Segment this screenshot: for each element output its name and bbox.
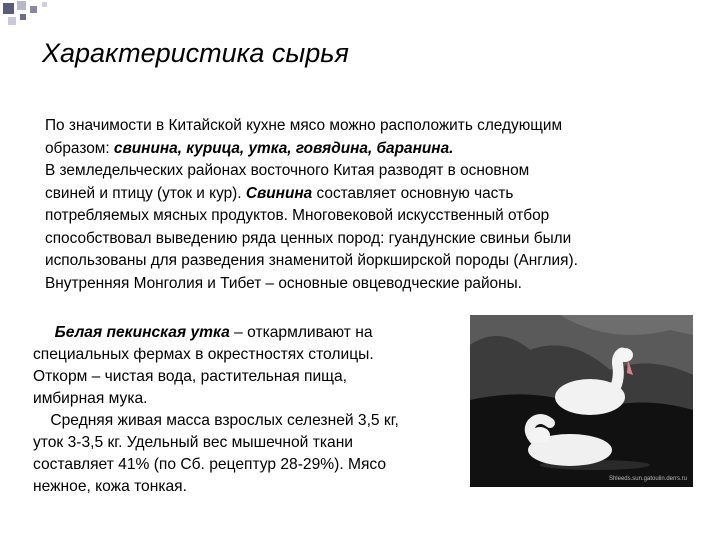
text-span: составляет основную часть <box>312 184 514 202</box>
duck-paragraph <box>33 322 473 498</box>
intro-paragraph <box>45 115 685 295</box>
text-line: специальных фермах в окрестностях столицы. <box>33 346 374 363</box>
text-line: По значимости в Китайской кухне мясо можно расположить следующим <box>45 117 563 134</box>
text-line: потребляемых мясных продуктов. Многовековой искусственный отбор <box>45 207 550 224</box>
text-line: В земледельческих районах восточного Китая разводят в основном <box>45 162 530 179</box>
text-line <box>33 322 473 344</box>
text-span: – откармливают на <box>229 324 373 341</box>
text-line: Внутренняя Монголия и Тибет – основные овцеводческие районы. <box>45 274 522 292</box>
text-line: нежное, кожа тонкая. <box>33 478 187 495</box>
slide-title: Характеристика сырья <box>42 38 349 68</box>
text-line <box>45 138 685 161</box>
text-line: Откорм – чистая вода, растительная пища, <box>33 368 347 385</box>
duck-photo <box>470 315 693 487</box>
duck-name: Белая пекинская утка <box>54 324 230 341</box>
text-line <box>45 183 685 206</box>
text-line: уток 3-3,5 кг. Удельный вес мышечной ткани <box>33 434 354 451</box>
decorative-squares <box>0 0 60 40</box>
text-span: свиней и птицу (уток и кур). <box>45 184 246 202</box>
text-span: образом: <box>45 139 114 157</box>
text-line: составляет 41% (по Сб. рецептур 28-29%). Мясо <box>33 456 387 473</box>
text-line: имбирная мука. <box>33 390 148 407</box>
meat-ranking: свинина, курица, утка, говядина, баранина. <box>113 139 454 157</box>
text-line: Средняя живая масса взрослых селезней 3,5 кг, <box>33 412 399 429</box>
pork-emphasis: Свинина <box>245 184 313 202</box>
text-line: способствовал выведению ряда ценных пород: гуандунские свиньи были <box>45 229 572 247</box>
photo-credit: Shleeds.sun.gatoulin.derrs.ru <box>608 476 687 482</box>
text-line: использованы для разведения знаменитой йоркширской породы (Англия). <box>45 252 578 269</box>
